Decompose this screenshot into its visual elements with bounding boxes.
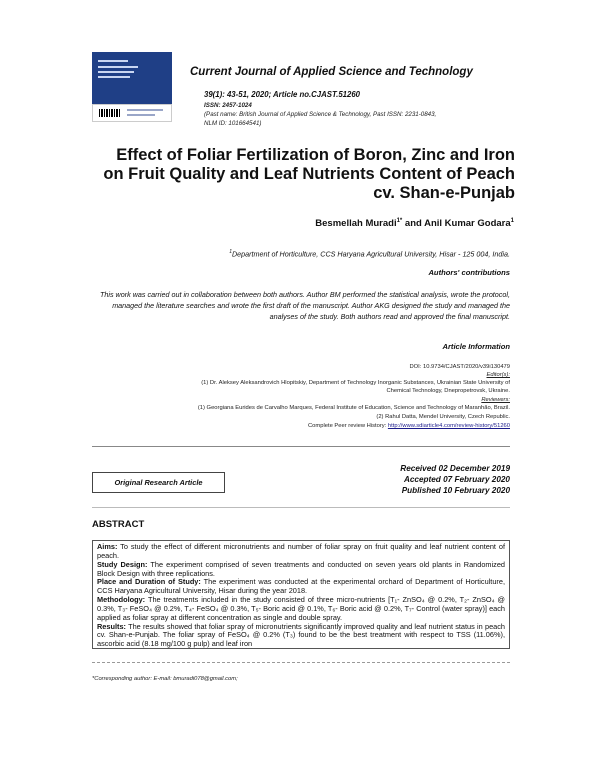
footnote-divider xyxy=(92,662,510,664)
abstract-heading: ABSTRACT xyxy=(92,519,145,530)
affil-sup: 1 xyxy=(229,249,232,255)
title-line: on Fruit Quality and Leaf Nutrients Content of Peach xyxy=(103,165,515,183)
article-information-heading: Article Information xyxy=(442,342,510,351)
journal-barcode xyxy=(92,104,172,122)
history-label: Complete Peer review History: xyxy=(307,423,388,429)
abstract-aims: Aims: To study the effect of different micronutrients and number of foliar spray on fruit quality and leaf nutrient content of peach. xyxy=(97,542,505,560)
reviewer-entry: (2) Rahul Datta, Mendel University, Czech Republic. xyxy=(376,414,510,420)
title-line: Effect of Foliar Fertilization of Boron, Zinc and Iron xyxy=(116,146,515,164)
author-name: and Anil Kumar Godara xyxy=(402,218,511,230)
journal-past-name: (Past name: British Journal of Applied Science & Technology, Past ISSN: 2231-0843, xyxy=(204,111,437,118)
author-sup: 1 xyxy=(510,218,514,224)
history-link[interactable]: http://www.sdiarticle4.com/review-history/51260 xyxy=(387,423,510,429)
abstract-study-design: Study Design: The experiment comprised of seven treatments and conducted on seven years old plants in Randomized Block Design with three replications. xyxy=(97,559,506,578)
accepted-date: Accepted 07 February 2020 xyxy=(403,475,510,484)
journal-issn: ISSN: 2457-1024 xyxy=(204,102,252,109)
abstract-methodology: Methodology: The treatments included in the study consisted of three micro-nutrients [T₁- ZnSO₄ @ 0.2%, T₂- ZnSO₄ @ 0.3%, T₃- FeSO₄ @ 0.2%, T₄- FeSO₄ @ 0.3%, T₅- Boric acid @ 0.1%, T₆- Boric acid @ 0.2%, T₇- Control (water spray)] each applied as foliar spray at different concentration as single and double spray. xyxy=(97,595,505,622)
editor-entry: (1) Dr. Aleksey Aleksandrovich Hlopitskiy, Department of Technology Inorganic Substances, Ukrainian State University of xyxy=(201,380,510,386)
article-type-badge: Original Research Article xyxy=(92,472,225,493)
article-title xyxy=(60,146,515,203)
journal-name: Current Journal of Applied Science and Technology xyxy=(190,66,473,78)
contributions-text: This work was carried out in collaboration between both authors. Author BM performed the statistical analysis, wrote the protocol, managed the literature searches and wrote the first draft of the manuscript. Author AKG designed the study and managed the analyses of the study. Both authors read and approved the final manuscript. xyxy=(99,290,510,321)
editors-label: Editor(s): xyxy=(486,372,510,378)
authors xyxy=(315,218,514,229)
abstract-results: Results: The results showed that foliar spray of micronutrients significantly improved quality and leaf nutrient status in peach cv. Shan-e-Punjab. The foliar spray of FeSO₄ @ 0.2% (T₃) found to be the best treatment with respect to TSS (11.06%), ascorbic acid (8.18 mg/100 g pulp) and leaf iron xyxy=(97,621,505,649)
affiliation-text: Department of Horticulture, CCS Haryana Agricultural University, Hisar - 125 004, India. xyxy=(231,249,510,259)
divider xyxy=(92,446,510,447)
reviewers-label: Reviewers: xyxy=(481,397,510,403)
abstract-place-duration: Place and Duration of Study: The experiment was conducted at the experimental orchard of Department of Horticulture, CCS Haryana Agricultural University, Hisar during the year 2018. xyxy=(97,577,506,596)
peer-review-history xyxy=(308,423,510,431)
journal-nlm-id: NLM ID: 101664541) xyxy=(204,120,262,127)
reviewer-entry: (1) Georgiana Eurides de Carvalho Marques, Federal Institute of Education, Science and Technology of Maranhão, Brazil. xyxy=(197,405,510,411)
abstract-box xyxy=(92,540,510,649)
author-sup: 1* xyxy=(396,218,403,224)
divider xyxy=(92,507,510,508)
received-date: Received 02 December 2019 xyxy=(400,464,510,473)
journal-cover-image xyxy=(92,52,172,104)
author-name: Besmellah Muradi xyxy=(315,218,397,230)
doi: DOI: 10.9734/CJAST/2020/v39i130479 xyxy=(409,364,510,370)
corresponding-author-footnote: *Corresponding author: E-mail: bmuradi078@gmail.com; xyxy=(92,676,238,682)
affiliation xyxy=(229,249,510,258)
editor-entry: Chemical Technology, Dnepropetrovsk, Ukraine. xyxy=(386,388,510,394)
title-line: cv. Shan-e-Punjab xyxy=(373,184,515,202)
contributions-heading: Authors' contributions xyxy=(428,268,510,277)
journal-issue: 39(1): 43-51, 2020; Article no.CJAST.51260 xyxy=(204,90,361,99)
published-date: Published 10 February 2020 xyxy=(401,486,510,495)
